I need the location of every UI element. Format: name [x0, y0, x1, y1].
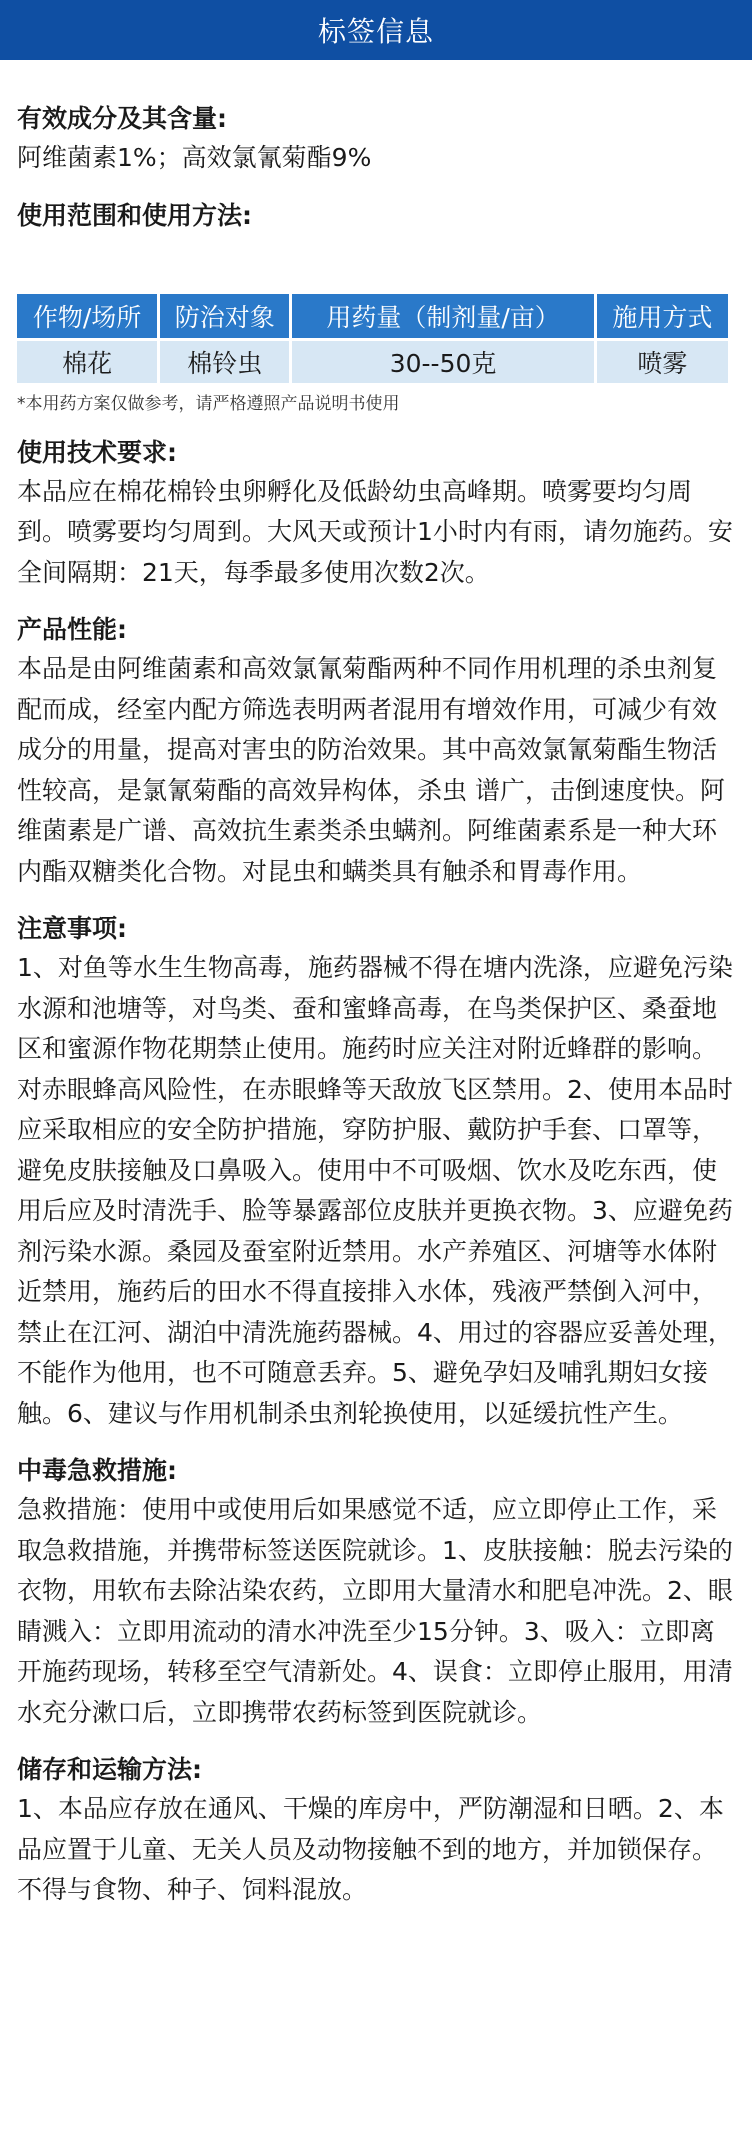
scope-title: 使用范围和使用方法:: [17, 200, 252, 230]
table-header-method: 施用方式: [597, 294, 728, 338]
table-header-target: 防治对象: [160, 294, 289, 338]
ingredients-title: 有效成分及其含量:: [17, 104, 227, 133]
table-cell-method: 喷雾: [597, 341, 728, 383]
table-header-row: [17, 294, 728, 338]
tech-body: 本品应在棉花棉铃虫卵孵化及低龄幼虫高峰期。喷雾要均匀周到。喷雾要均匀周到。大风天或预计1小时内有雨，请勿施药。安全间隔期：21天，每季最多使用次数2次。: [17, 476, 733, 587]
dosage-table: [14, 291, 731, 386]
dosage-table-wrap: [17, 291, 735, 386]
storage-title: 储存和运输方法:: [17, 1755, 202, 1784]
table-cell-target: 棉铃虫: [160, 341, 289, 383]
label-content: [0, 100, 752, 1911]
table-header-crop: 作物/场所: [17, 294, 157, 338]
ingredients-body: 阿维菌素1%；高效氯氰菊酯9%: [17, 143, 372, 172]
precautions-title: 注意事项:: [17, 914, 127, 943]
precautions-body: 1、对鱼等水生生物高毒，施药器械不得在塘内洗涤，应避免污染水源和池塘等，对鸟类、蚕和蜜蜂高毒，在鸟类保护区、桑蚕地区和蜜源作物花期禁止使用。施药时应关注对附近蜂群的影响。对赤眼蜂高风险性，在赤眼蜂等天敌放飞区禁用。2、使用本品时应采取相应的安全防护措施，穿防护服、戴防护手套、口罩等，避免皮肤接触及口鼻吸入。使用中不可吸烟、饮水及吃东西，使用后应及时清洗手、脸等暴露部位皮肤并更换衣物。3、应避免药剂污染水源。桑园及蚕室附近禁用。水产养殖区、河塘等水体附近禁用，施药后的田水不得直接排入水体，残液严禁倒入河中，禁止在江河、湖泊中清洗施药器械。4、用过的容器应妥善处理，不能作为他用，也不可随意丢弃。5、避免孕妇及哺乳期妇女接触。6、建议与作用机制杀虫剂轮换使用，以延缓抗性产生。: [17, 953, 733, 1428]
page-title: 标签信息: [317, 15, 434, 48]
table-row: [17, 341, 728, 383]
table-note: *本用药方案仅做参考，请严格遵照产品说明书使用: [17, 393, 400, 414]
table-cell-dosage: 30--50克: [292, 341, 594, 383]
storage-body: 1、本品应存放在通风、干燥的库房中，严防潮湿和日晒。2、本品应置于儿童、无关人员及动物接触不到的地方，并加锁保存。不得与食物、种子、饲料混放。: [17, 1794, 724, 1904]
performance-title: 产品性能:: [17, 615, 127, 644]
table-cell-crop: 棉花: [17, 341, 157, 383]
firstaid-title: 中毒急救措施:: [17, 1456, 177, 1485]
table-header-dosage: 用药量（制剂量/亩）: [292, 294, 594, 338]
tech-title: 使用技术要求:: [17, 437, 177, 467]
firstaid-body: 急救措施：使用中或使用后如果感觉不适，应立即停止工作，采取急救措施，并携带标签送医院就诊。1、皮肤接触：脱去污染的衣物，用软布去除沾染农药，立即用大量清水和肥皂冲洗。2、眼睛溅入：立即用流动的清水冲洗至少15分钟。3、吸入：立即离开施药现场，转移至空气清新处。4、误食：立即停止服用，用清水充分漱口后，立即携带农药标签到医院就诊。: [17, 1495, 733, 1727]
performance-body: 本品是由阿维菌素和高效氯氰菊酯两种不同作用机理的杀虫剂复配而成，经室内配方筛选表明两者混用有增效作用，可减少有效成分的用量，提高对害虫的防治效果。其中高效氯氰菊酯生物活性较高，是氯氰菊酯的高效异构体，杀虫 谱广，击倒速度快。阿维菌素是广谱、高效抗生素类杀虫螨剂。阿维菌素系是一种大环内酯双糖类化合物。对昆虫和螨类具有触杀和胃毒作用。: [17, 654, 725, 886]
page-title-banner: [0, 0, 752, 60]
